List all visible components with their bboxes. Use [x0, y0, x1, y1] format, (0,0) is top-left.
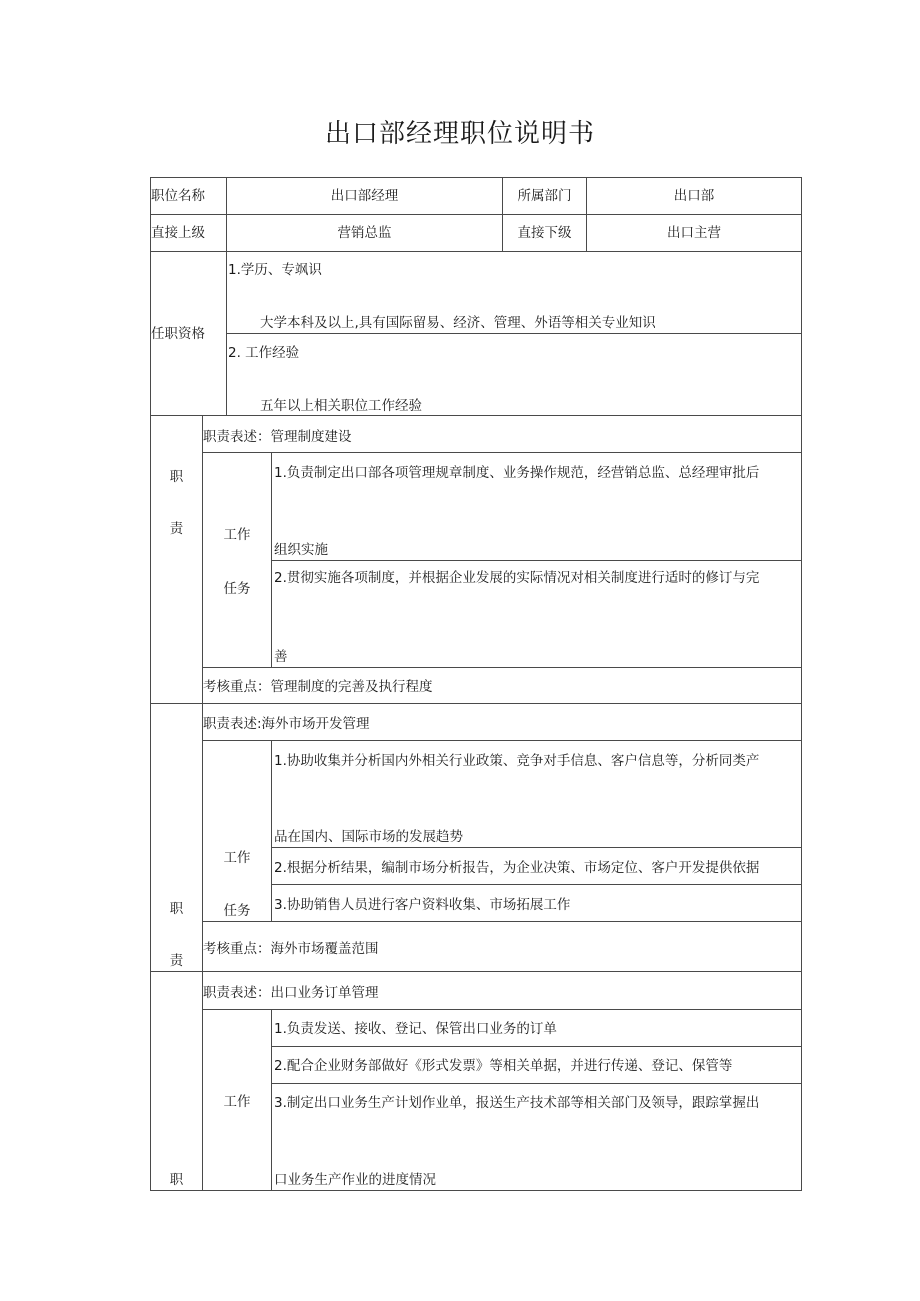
- task-item: 1.协助收集并分析国内外相关行业政策、竞争对手信息、客户信息等，分析同类产: [274, 753, 760, 769]
- table-border-bottom: [150, 1190, 802, 1191]
- education-detail: 大学本科及以上,具有国际留易、经济、管理、外语等相关专业知识: [260, 315, 656, 331]
- task-item: 2.贯彻实施各项制度，并根据企业发展的实际情况对相关制度进行适时的修订与完: [274, 570, 760, 586]
- row-divider: [150, 415, 802, 416]
- task-item-continued: 品在国内、国际市场的发展趋势: [274, 829, 463, 845]
- superior-label: 直接上级: [151, 225, 205, 241]
- row-divider: [150, 971, 802, 972]
- work-label: 工作: [223, 1094, 251, 1110]
- row-divider: [202, 740, 802, 741]
- row-divider: [202, 667, 802, 668]
- side-label-duty: 职: [169, 901, 184, 917]
- col-divider: [271, 740, 272, 922]
- row-divider: [150, 703, 802, 704]
- subordinate-label: 直接下级: [517, 225, 572, 241]
- row-divider: [226, 333, 802, 334]
- task-item: 1.负责发送、接收、登记、保管出口业务的订单: [274, 1021, 557, 1037]
- experience-heading: 2. 工作经验: [228, 345, 300, 361]
- superior-value: 营销总监: [337, 225, 392, 241]
- duty-summary: 职责表述：管理制度建设: [203, 429, 352, 445]
- side-label-duty: 职: [169, 469, 184, 485]
- row-divider: [271, 884, 802, 885]
- task-label: 任务: [223, 581, 251, 597]
- subordinate-value: 出口主营: [667, 225, 721, 241]
- task-label: 任务: [223, 903, 251, 919]
- duty-summary: 职责表述：出口业务订单管理: [203, 985, 379, 1001]
- row-divider: [202, 452, 802, 453]
- row-divider: [150, 214, 802, 215]
- row-divider: [271, 1046, 802, 1047]
- col-divider: [226, 177, 227, 415]
- position-value: 出口部经理: [330, 188, 399, 204]
- row-divider: [150, 251, 802, 252]
- table-border-top: [150, 177, 802, 178]
- assessment-focus: 考核重点：海外市场覆盖范围: [203, 941, 379, 957]
- task-item: 2.配合企业财务部做好《形式发票》等相关单据，并进行传递、登记、保管等: [274, 1058, 733, 1074]
- task-item: 1.负责制定出口部各项管理规章制度、业务操作规范，经营销总监、总经理审批后: [274, 465, 760, 481]
- assessment-focus: 考核重点：管理制度的完善及执行程度: [203, 679, 433, 695]
- position-label: 职位名称: [151, 188, 205, 204]
- row-divider: [202, 921, 802, 922]
- page-title: 出口部经理职位说明书: [324, 119, 595, 149]
- side-label-responsibility: 责: [169, 521, 184, 537]
- education-heading: 1.学历、专飒识: [228, 262, 322, 278]
- dept-label: 所属部门: [517, 188, 572, 204]
- row-divider: [271, 560, 802, 561]
- col-divider: [271, 1009, 272, 1191]
- task-item-continued: 组织实施: [274, 542, 328, 558]
- side-label-duty: 职: [169, 1172, 184, 1188]
- duty-summary: 职责表述:海外市场开发管理: [203, 716, 370, 732]
- task-item: 3.协助销售人员进行客户资料收集、市场拓展工作: [274, 897, 571, 913]
- work-label: 工作: [223, 850, 251, 866]
- task-item-continued: 口业务生产作业的进度情况: [274, 1172, 436, 1188]
- task-item: 2.根据分析结果，编制市场分析报告，为企业决策、市场定位、客户开发提供依据: [274, 860, 760, 876]
- row-divider: [271, 1083, 802, 1084]
- dept-value: 出口部: [673, 188, 715, 204]
- qualifications-label: 任职资格: [151, 326, 205, 342]
- task-item: 3.制定出口业务生产计划作业单，报送生产技术部等相关部门及领导，跟踪掌握出: [274, 1095, 760, 1111]
- work-label: 工作: [223, 527, 251, 543]
- row-divider: [271, 847, 802, 848]
- table-border-right: [801, 177, 802, 1191]
- side-label-responsibility: 责: [169, 953, 184, 969]
- row-divider: [202, 1009, 802, 1010]
- experience-detail: 五年以上相关职位工作经验: [260, 398, 422, 414]
- task-item-continued: 善: [274, 649, 288, 665]
